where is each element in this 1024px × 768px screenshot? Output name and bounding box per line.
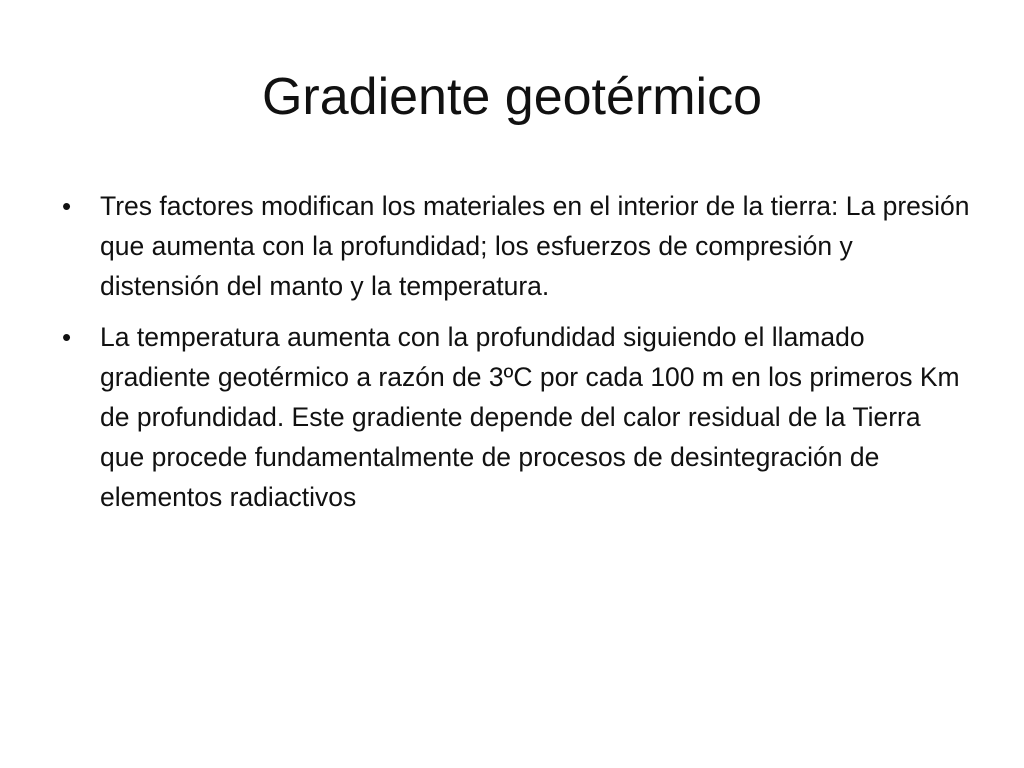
bullet-list	[52, 186, 972, 528]
bullet-marker: •	[62, 191, 72, 221]
slide-title: Gradiente geotérmico	[261, 68, 763, 126]
bullet-text: La temperatura aumenta con la profundidad siguiendo el llamado gradiente geotérmico a razón de 3ºC por cada 100 m en los primeros Km de profundidad. Este gradiente depende del calor residual de la Tierra que procede fundamentalmente de procesos de desintegración de elementos radiactivos	[100, 322, 960, 512]
bullet-text: Tres factores modifican los materiales en el interior de la tierra: La presión que aumenta con la profundidad; los esfuerzos de compresión y distensión del manto y la temperatura.	[100, 191, 970, 301]
bullet-item-factores	[52, 186, 972, 306]
bullet-marker: •	[62, 322, 72, 352]
bullet-item-temperatura	[52, 317, 972, 517]
